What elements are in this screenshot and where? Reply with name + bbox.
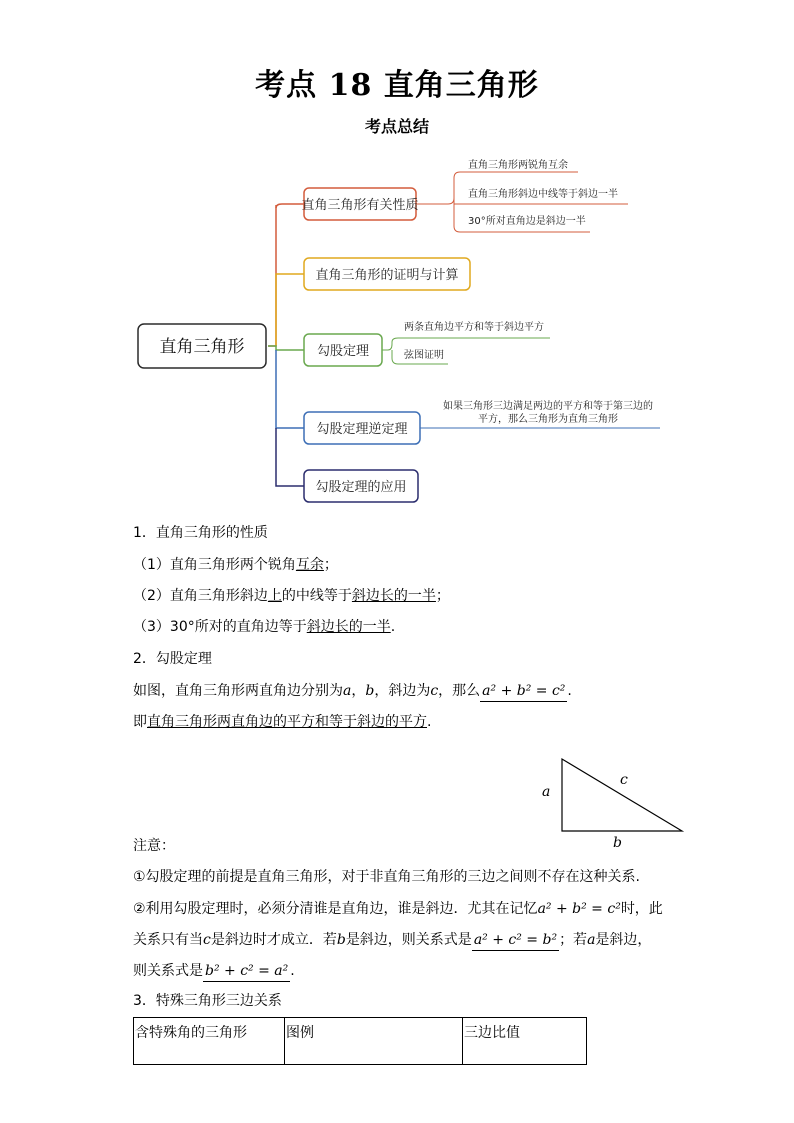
notes-heading: 注意： xyxy=(133,838,175,854)
var-b: b xyxy=(336,932,346,948)
text: ； xyxy=(435,588,450,604)
table-header-cell: 三边比值 xyxy=(463,1018,587,1065)
answer-blank: 直角三角形两直角边的平方和等于斜边的平方 xyxy=(147,714,427,730)
pythagoras-statement xyxy=(133,681,572,702)
triangle-shape xyxy=(562,759,682,831)
text: 关系只有当 xyxy=(133,932,203,948)
text: ， xyxy=(351,683,366,699)
note-2 xyxy=(133,899,663,919)
text: 的中线等于 xyxy=(281,588,352,604)
text: . xyxy=(427,714,432,730)
property-2 xyxy=(133,586,450,606)
text: ②利用勾股定理时，必须分清谁是直角边，谁是斜边．尤其在记忆 xyxy=(133,901,538,917)
text: . xyxy=(567,683,572,699)
special-triangles-table xyxy=(133,1017,587,1065)
note-4 xyxy=(133,961,295,982)
text: 是斜边， xyxy=(595,932,652,948)
text: 则关系式是 xyxy=(133,963,203,979)
label-b: b xyxy=(613,835,622,851)
mind-map xyxy=(0,150,794,510)
branch-pythagoras-label: 勾股定理 xyxy=(316,344,370,359)
connector-branch-1 xyxy=(276,204,304,208)
var-a: a xyxy=(343,683,352,699)
text: 时，此 xyxy=(620,901,663,917)
section-heading: 3．特殊三角形三边关系 xyxy=(133,993,282,1009)
var-c: c xyxy=(430,683,439,699)
leaf-text: 弦图证明 xyxy=(404,350,444,361)
page-title: 考点 18 直角三角形 xyxy=(255,68,539,103)
branch-converse-label: 勾股定理逆定理 xyxy=(316,422,408,437)
label-a: a xyxy=(542,784,551,800)
answer-blank: 互余 xyxy=(295,557,324,573)
branch-properties-label: 直角三角形有关性质 xyxy=(301,198,419,213)
right-triangle-figure xyxy=(530,750,700,855)
answer-blank: 斜边长的一半 xyxy=(306,619,391,635)
leaf-text: 如果三角形三边满足两边的平方和等于第三边的 xyxy=(443,401,653,412)
connector-1 xyxy=(268,205,276,346)
var-a: a xyxy=(587,932,596,948)
branch-application-label: 勾股定理的应用 xyxy=(315,480,407,495)
leaf-text: 直角三角形斜边中线等于斜边一半 xyxy=(468,189,618,200)
answer-blank: 上 xyxy=(267,588,282,604)
text: 如图，直角三角形两直角边分别为 xyxy=(133,683,343,699)
leaf-text: 直角三角形两锐角互余 xyxy=(468,160,568,171)
connector-branch-5 xyxy=(276,428,304,486)
note-1: ①勾股定理的前提是直角三角形，对于非直角三角形的三边之间则不存在这种关系. xyxy=(133,869,640,885)
formula-blank: a² + c² = b² xyxy=(472,930,559,951)
connector-branch-4 xyxy=(276,350,304,428)
note-3 xyxy=(133,930,651,951)
answer-blank: 斜边长的一半 xyxy=(351,588,436,604)
section-heading: 1．直角三角形的性质 xyxy=(133,525,268,541)
connector-branch-2 xyxy=(276,274,304,346)
text: 是斜边，则关系式是 xyxy=(345,932,472,948)
property-1 xyxy=(133,555,338,575)
formula-blank: a² + b² = c² xyxy=(480,681,567,702)
text: 即 xyxy=(133,714,147,730)
label-c: c xyxy=(620,772,628,788)
branch-proof-label: 直角三角形的证明与计算 xyxy=(315,268,459,283)
text: （2）直角三角形斜边 xyxy=(133,588,268,604)
leaf-connector xyxy=(382,338,550,350)
mindmap-root-label: 直角三角形 xyxy=(159,337,245,357)
text: （3）30°所对的直角边等于 xyxy=(133,619,307,635)
text: ，斜边为 xyxy=(374,683,431,699)
table-header-cell: 图例 xyxy=(285,1018,463,1065)
text: ； xyxy=(323,557,338,573)
table-header-row xyxy=(134,1018,587,1065)
text: ；若 xyxy=(559,932,588,948)
text: . xyxy=(290,963,295,979)
text: . xyxy=(390,619,396,635)
connector-branch-3 xyxy=(268,346,304,350)
property-3 xyxy=(133,617,395,637)
table-header-cell: 含特殊角的三角形 xyxy=(134,1018,285,1065)
pythagoras-meaning xyxy=(133,712,431,732)
var-b: b xyxy=(365,683,375,699)
page-subtitle: 考点总结 xyxy=(364,117,429,136)
text: （1）直角三角形两个锐角 xyxy=(133,557,296,573)
text: 是斜边时才成立．若 xyxy=(210,932,337,948)
var-c: c xyxy=(203,932,211,948)
leaf-text: 平方，那么三角形为直角三角形 xyxy=(478,414,618,425)
leaf-text: 两条直角边平方和等于斜边平方 xyxy=(404,322,544,333)
formula: a² + b² = c² xyxy=(537,901,621,917)
formula-blank: b² + c² = a² xyxy=(203,961,290,982)
leaf-text: 30°所对直角边是斜边一半 xyxy=(468,216,586,227)
section-heading: 2．勾股定理 xyxy=(133,651,212,667)
text: ，那么 xyxy=(438,683,481,699)
